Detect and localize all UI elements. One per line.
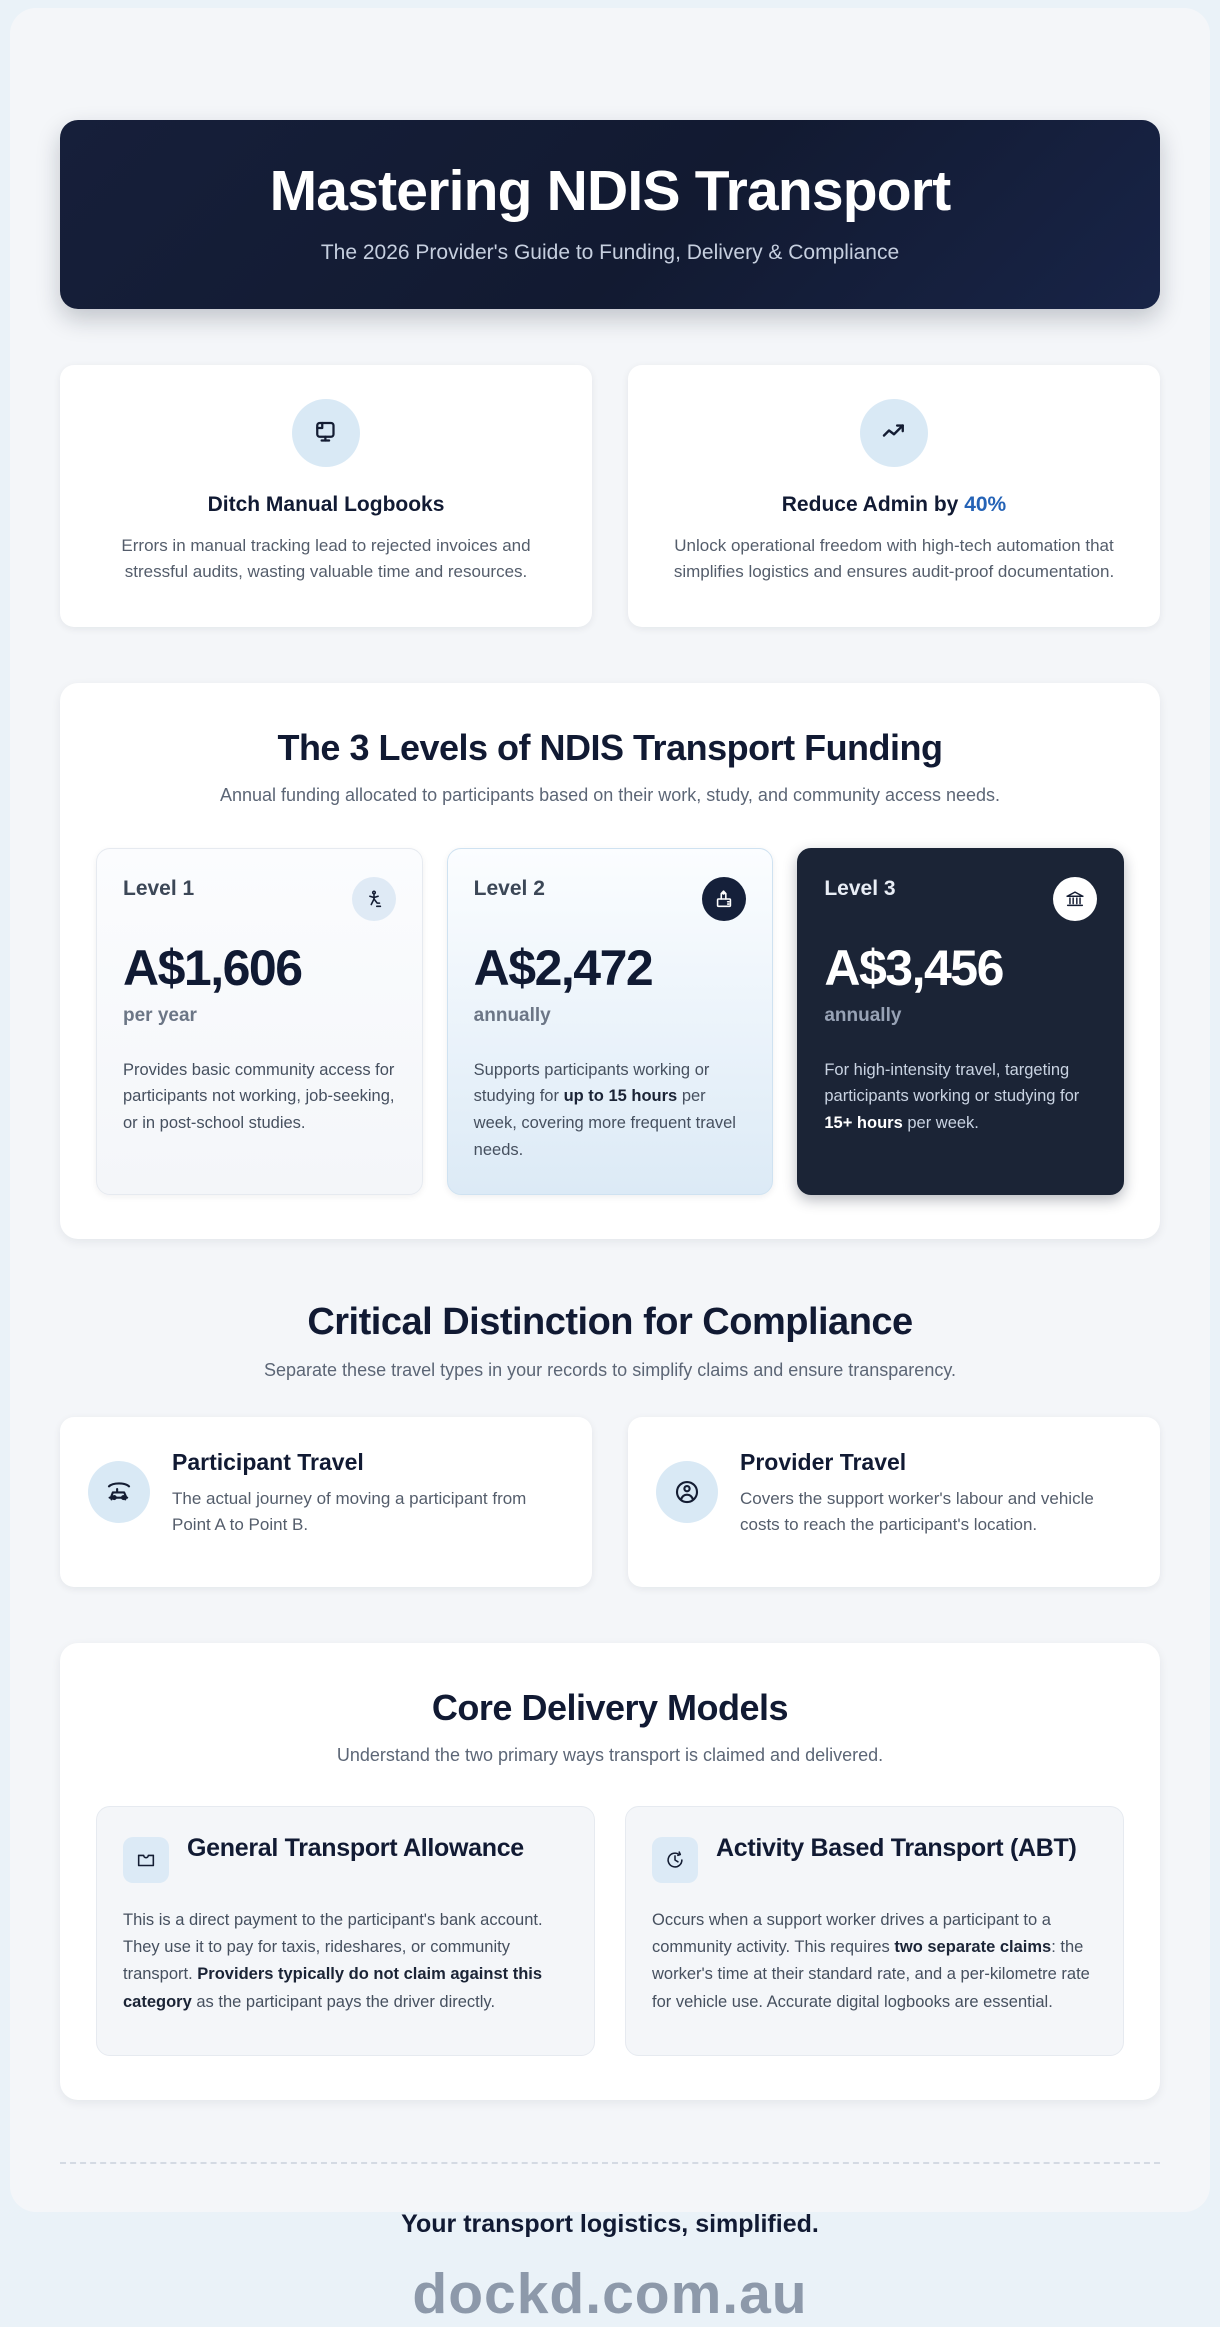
model-card-title: Activity Based Transport (ABT) xyxy=(716,1833,1077,1862)
level-description: Supports participants working or studying for up to 15 hours per week, covering more frequent travel needs. xyxy=(473,1060,736,1159)
bar-chart-building-icon xyxy=(702,877,746,921)
footer-url[interactable]: dockd.com.au xyxy=(412,2261,808,2326)
level-card-row xyxy=(96,848,1124,1195)
funding-section-subtitle: Annual funding allocated to participants based on their work, study, and community access needs. xyxy=(219,784,1001,805)
model-card-title: General Transport Allowance xyxy=(187,1833,524,1862)
level-amount: A$3,456 xyxy=(824,939,1003,996)
model-card-activity-based-transport xyxy=(625,1806,1124,2056)
feature-description: Unlock operational freedom with high-tech automation that simplifies logistics and ensures audit-proof documentation. xyxy=(673,535,1115,582)
model-card-header xyxy=(652,1833,1097,1883)
car-travel-icon xyxy=(88,1461,150,1523)
level-card-header xyxy=(474,877,747,921)
footer-tagline: Your transport logistics, simplified. xyxy=(401,2209,819,2238)
page-panel xyxy=(10,8,1210,2326)
feature-card-logbooks xyxy=(60,365,592,627)
funding-section-title: The 3 Levels of NDIS Transport Funding xyxy=(277,726,943,768)
level-amount: A$2,472 xyxy=(473,939,653,996)
level-period: per year xyxy=(123,1004,197,1026)
trending-up-icon xyxy=(860,399,928,467)
level-label: Level 1 xyxy=(123,876,195,900)
distinction-card-row xyxy=(60,1417,1160,1587)
distinction-card-title: Participant Travel xyxy=(172,1448,364,1475)
distinction-section-title: Critical Distinction for Compliance xyxy=(307,1300,913,1343)
funding-levels-section xyxy=(60,683,1160,1239)
support-worker-icon xyxy=(656,1461,718,1523)
level-card-3 xyxy=(797,848,1124,1195)
distinction-card-body xyxy=(172,1447,564,1539)
level-card-header xyxy=(824,877,1097,921)
level-amount: A$1,606 xyxy=(123,939,302,996)
bank-landmark-icon xyxy=(1053,877,1097,921)
distinction-card-description: The actual journey of moving a participant from Point A to Point B. xyxy=(172,1488,527,1534)
feature-title: Ditch Manual Logbooks xyxy=(207,492,445,516)
feature-card-reduce-admin xyxy=(628,365,1160,627)
delivery-section-title: Core Delivery Models xyxy=(431,1686,789,1728)
accessibility-person-icon xyxy=(352,877,396,921)
page-title: Mastering NDIS Transport xyxy=(269,159,951,223)
level-label: Level 2 xyxy=(473,876,545,900)
feature-description: Errors in manual tracking lead to rejected invoices and stressful audits, wasting valuable time and resources. xyxy=(121,535,531,582)
delivery-model-row xyxy=(96,1806,1124,2056)
distinction-card-participant-travel xyxy=(60,1417,592,1587)
footer xyxy=(60,2164,1160,2327)
clock-icon xyxy=(652,1837,698,1883)
model-card-description: Occurs when a support worker drives a participant to a community activity. This requires two separate claims: the worker's time at their standard rate, and a per-kilometre rate for vehicle use. Accurate digital logbooks are essential. xyxy=(652,1910,1090,2011)
distinction-section-heading xyxy=(60,1301,1160,1381)
level-card-header xyxy=(123,877,396,921)
model-card-general-transport-allowance xyxy=(96,1806,595,2056)
feature-card-row xyxy=(60,365,1160,627)
monitor-logbook-icon xyxy=(292,399,360,467)
stat-highlight: 40% xyxy=(964,492,1007,516)
delivery-models-section xyxy=(60,1643,1160,2100)
feature-title: Reduce Admin by 40% xyxy=(781,492,1007,516)
distinction-card-title: Provider Travel xyxy=(740,1448,907,1475)
distinction-card-provider-travel xyxy=(628,1417,1160,1587)
delivery-section-subtitle: Understand the two primary ways transport is claimed and delivered. xyxy=(336,1744,884,1765)
level-period: annually xyxy=(473,1004,551,1026)
level-card-2 xyxy=(447,848,774,1195)
hero-banner xyxy=(60,120,1160,309)
wallet-icon xyxy=(123,1837,169,1883)
level-period: annually xyxy=(824,1004,902,1026)
level-card-1 xyxy=(96,848,423,1195)
model-card-header xyxy=(123,1833,568,1883)
level-description: Provides basic community access for participants not working, job-seeking, or in post-school studies. xyxy=(123,1060,395,1133)
distinction-card-description: Covers the support worker's labour and vehicle costs to reach the participant's location. xyxy=(740,1488,1094,1534)
level-description: For high-intensity travel, targeting participants working or studying for 15+ hours per week. xyxy=(824,1060,1080,1133)
distinction-card-body xyxy=(740,1447,1132,1539)
level-label: Level 3 xyxy=(824,876,896,900)
distinction-section-subtitle: Separate these travel types in your records to simplify claims and ensure transparency. xyxy=(264,1359,956,1380)
page-subtitle: The 2026 Provider's Guide to Funding, Delivery & Compliance xyxy=(320,240,900,264)
model-card-description: This is a direct payment to the participant's bank account. They use it to pay for taxis, rideshares, or community transport. Providers typically do not claim against this category as the participant pays the driver directly. xyxy=(123,1910,543,2011)
